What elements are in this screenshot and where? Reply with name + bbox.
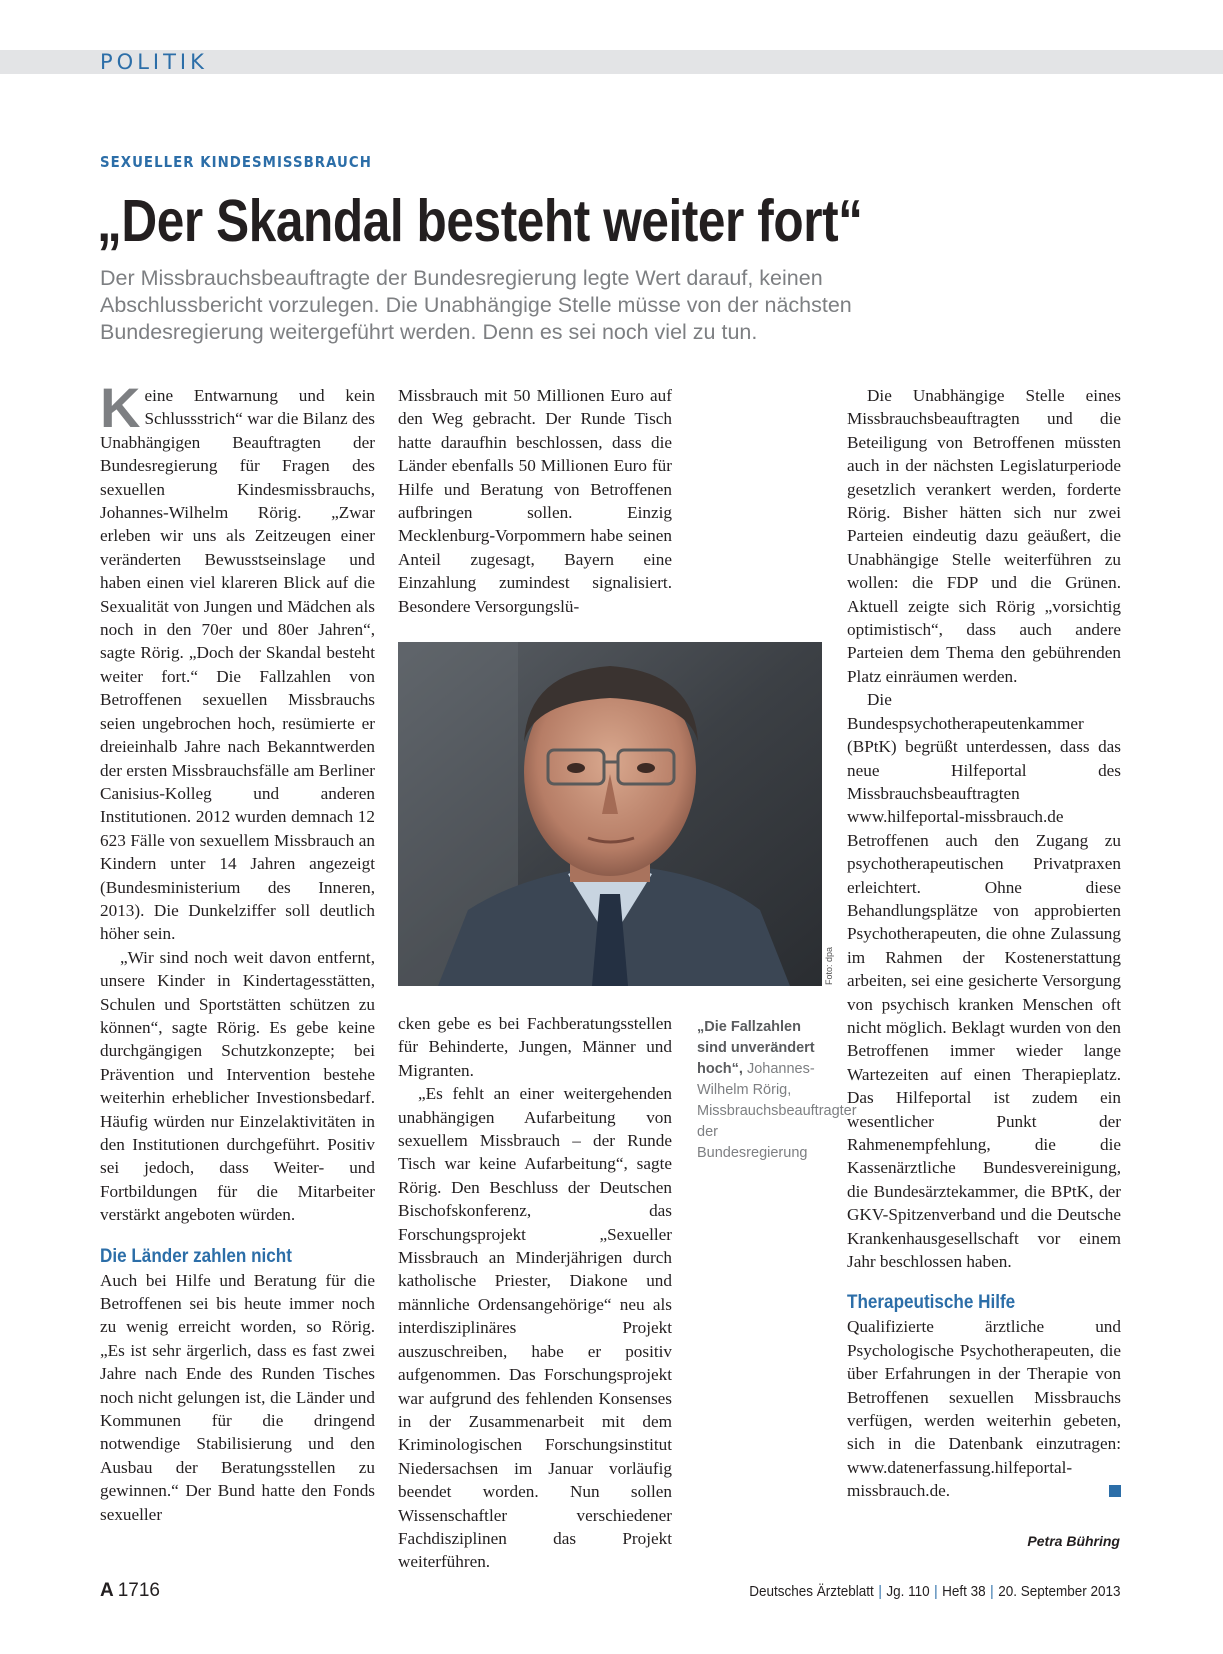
paragraph-text: Qualifizierte ärztliche und Psychologische Psychotherapeuten, die über Erfahrungen in der Therapie von Betroffenen sexuellen Missbrauchs verfügen, werden weiterhin gebeten, sich in die Datenbank einzutragen: www.datenerfassung.hilfeportal-missbrauch.de.	[847, 1317, 1121, 1501]
portrait-photo	[398, 642, 822, 986]
subheading: Therapeutische Hilfe	[847, 1292, 1016, 1314]
paragraph: „Wir sind noch weit davon entfernt, unsere Kinder in Kindertagesstätten, Schulen und Sportstätten schützen zu können“, sagte Rörig. Es gebe keine durchgängigen Schutzkonzepte; bei Prävention und Intervention bestehe weiterhin erheblicher Investionsbedarf. Häufig würden nur Einzelaktivitäten in den Institutionen durchgeführt. Positiv sei jedoch, dass Weiter- und Fortbildungen für die Mitarbeiter verstärkt angeboten würden.	[100, 947, 375, 1225]
article-headline: „Der Skandal besteht weiter fort“	[97, 188, 863, 254]
text-column-2-top	[398, 384, 672, 618]
article-kicker: SEXUELLER KINDESMISSBRAUCH	[100, 153, 372, 171]
journal-footer	[750, 1583, 1121, 1600]
text-column-3	[847, 384, 1121, 1503]
paragraph: Auch bei Hilfe und Beratung für die Betroffenen sei bis heute immer noch zu wenig erreicht worden, so Rörig. „Es ist sehr ärgerlich, dass es fast zwei Jahre nach Ende des Runden Tisches noch nicht gelungen ist, die Länder und Kommunen für die dringend notwendige Stabilisierung und den Ausbau der Beratungsstellen zu gewinnen.“ Der Bund hatte den Fonds sexueller	[100, 1270, 375, 1524]
journal-name: Deutsches Ärzteblatt	[749, 1583, 875, 1600]
portrait-image	[398, 642, 822, 986]
paragraph-text: eine Entwarnung und kein Schlussstrich“ war die Bilanz des Unabhängigen Beauftragten der Bundesregierung für Fragen des sexuellen Kindesmissbrauchs, Johannes-Wilhelm Rörig. „Zwar erleben wir uns als Zeitzeugen einer veränderten Bewusstseinslage und haben einen viel klareren Blick auf die Sexualität von Jungen und Mädchen als noch in den 70er und 80er Jahren“, sagte Rörig. „Doch der Skandal besteht weiter fort.“ Die Fallzahlen von Betroffenen sexuellen Missbrauchs seien ungebrochen hoch, resümierte er dreieinhalb Jahre nach Bekanntwerden der ersten Missbrauchsfälle am Berliner Canisius-Kolleg und anderen Institutionen. 2012 wurden demnach 12 623 Fälle von sexuellem Missbrauch an Kindern unter 14 Jahren angezeigt (Bundesministerium des Inneren, 2013). Die Dunkelziffer soll deutlich höher sein.	[100, 386, 375, 944]
page-number-value: 1716	[117, 1580, 161, 1601]
photo-caption	[697, 1017, 857, 1164]
article-lead: Der Missbrauchsbeauftragte der Bundesregierung legte Wert darauf, keinen Abschlussbericht vorzulegen. Die Unabhängige Stelle müsse von der nächsten Bundesregierung weitergeführt werden. Denn es sei noch viel zu tun.	[100, 266, 852, 344]
paragraph: Die Unabhängige Stelle eines Missbrauchsbeauftragten und die Beteiligung von Betroffenen müssten auch in der nächsten Legislaturperiode gesetzlich verankert werden, forderte Rörig. Bisher hätten sich nur zwei Parteien eindeutig dazu geäußert, die Unabhängige Stelle weiterführen zu wollen: die FDP und die Grünen. Aktuell zeigte sich Rörig „vorsichtig optimistisch“, dass auch andere Parteien dem Thema den gebührenden Platz einräumen werden.	[847, 386, 1121, 686]
drop-cap: K	[100, 376, 141, 439]
separator: |	[990, 1583, 995, 1600]
text-column-1	[100, 376, 375, 1526]
journal-volume: Jg. 110	[886, 1583, 931, 1600]
text-column-2-bottom	[398, 1012, 672, 1574]
author-name: Petra Bühring	[1027, 1533, 1120, 1549]
caption-quote: „Die Fallzahlen sind unverändert hoch“,	[697, 1019, 815, 1077]
subheading: Die Länder zahlen nicht	[100, 1245, 292, 1267]
paragraph: Die Bundespsychotherapeutenkammer (BPtK) begrüßt unterdessen, dass das neue Hilfeportal des Missbrauchsbeauftragten www.hilfeportal-missbrauch.de Betroffenen auch den Zugang zu psychotherapeutischen Privatpraxen erleichtert. Ohne diese Behandlungsplätze von approbierten Psychotherapeuten, die ohne Zulassung im Rahmen der Kostenerstattung arbeiten, sei eine gesicherte Versorgung von psychisch kranken Menschen oft nicht möglich. Beklagt wurden von den Betroffenen immer wieder lange Wartezeiten auf einen Therapieplatz. Das Hilfeportal ist zudem ein wesentlicher Punkt der Rahmenempfehlung, die die Kassenärztliche Bundesvereinigung, die Bundesärztekammer, die BPtK, der GKV-Spitzenverband und die Deutsche Krankenhausgesellschaft vor einem Jahr beschlossen haben.	[847, 690, 1121, 1272]
caption-text: Johannes-Wilhelm Rörig, Missbrauchsbeauftragter der Bundesregierung	[697, 1061, 857, 1161]
page-number	[100, 1580, 160, 1602]
page-prefix: A	[100, 1580, 114, 1601]
photo-credit: Foto: dpa	[824, 946, 834, 985]
separator: |	[878, 1583, 883, 1600]
separator: |	[934, 1583, 939, 1600]
paragraph: „Es fehlt an einer weitergehenden unabhängigen Aufarbeitung von sexuellem Missbrauch – der Runde Tisch war keine Aufarbeitung“, sagte Rörig. Den Beschluss der Deutschen Bischofskonferenz, das Forschungsprojekt „Sexueller Missbrauch an Minderjährigen durch katholische Priester, Diakone und männliche Ordensangehörige“ neu als interdisziplinäres Projekt auszuschreiben, habe er positiv aufgenommen. Das Forschungsprojekt war aufgrund des fehlenden Konsenses in der Zusammenarbeit mit dem Kriminologischen Forschungsinstitut Niedersachsen im Januar vorläufig beendet worden. Nun sollen Wissenschaftler verschiedener Fachdisziplinen das Projekt weiterführen.	[398, 1084, 672, 1572]
journal-issue: Heft 38	[942, 1583, 987, 1600]
journal-date: 20. September 2013	[998, 1583, 1121, 1600]
paragraph: cken gebe es bei Fachberatungsstellen für Behinderte, Jungen, Männer und Migranten.	[398, 1014, 672, 1080]
end-mark-icon	[1109, 1485, 1121, 1497]
paragraph	[100, 376, 375, 946]
section-label: POLITIK	[100, 50, 208, 74]
paragraph: Missbrauch mit 50 Millionen Euro auf den Weg gebracht. Der Runde Tisch hatte daraufhin beschlossen, dass die Länder ebenfalls 50 Millionen Euro für Hilfe und Beratung von Betroffenen aufbringen sollen. Einzig Mecklenburg-Vorpommern habe seinen Anteil zugesagt, Bayern eine Einzahlung zumindest signalisiert. Besondere Versorgungslü-	[398, 386, 672, 616]
paragraph	[847, 1315, 1121, 1502]
